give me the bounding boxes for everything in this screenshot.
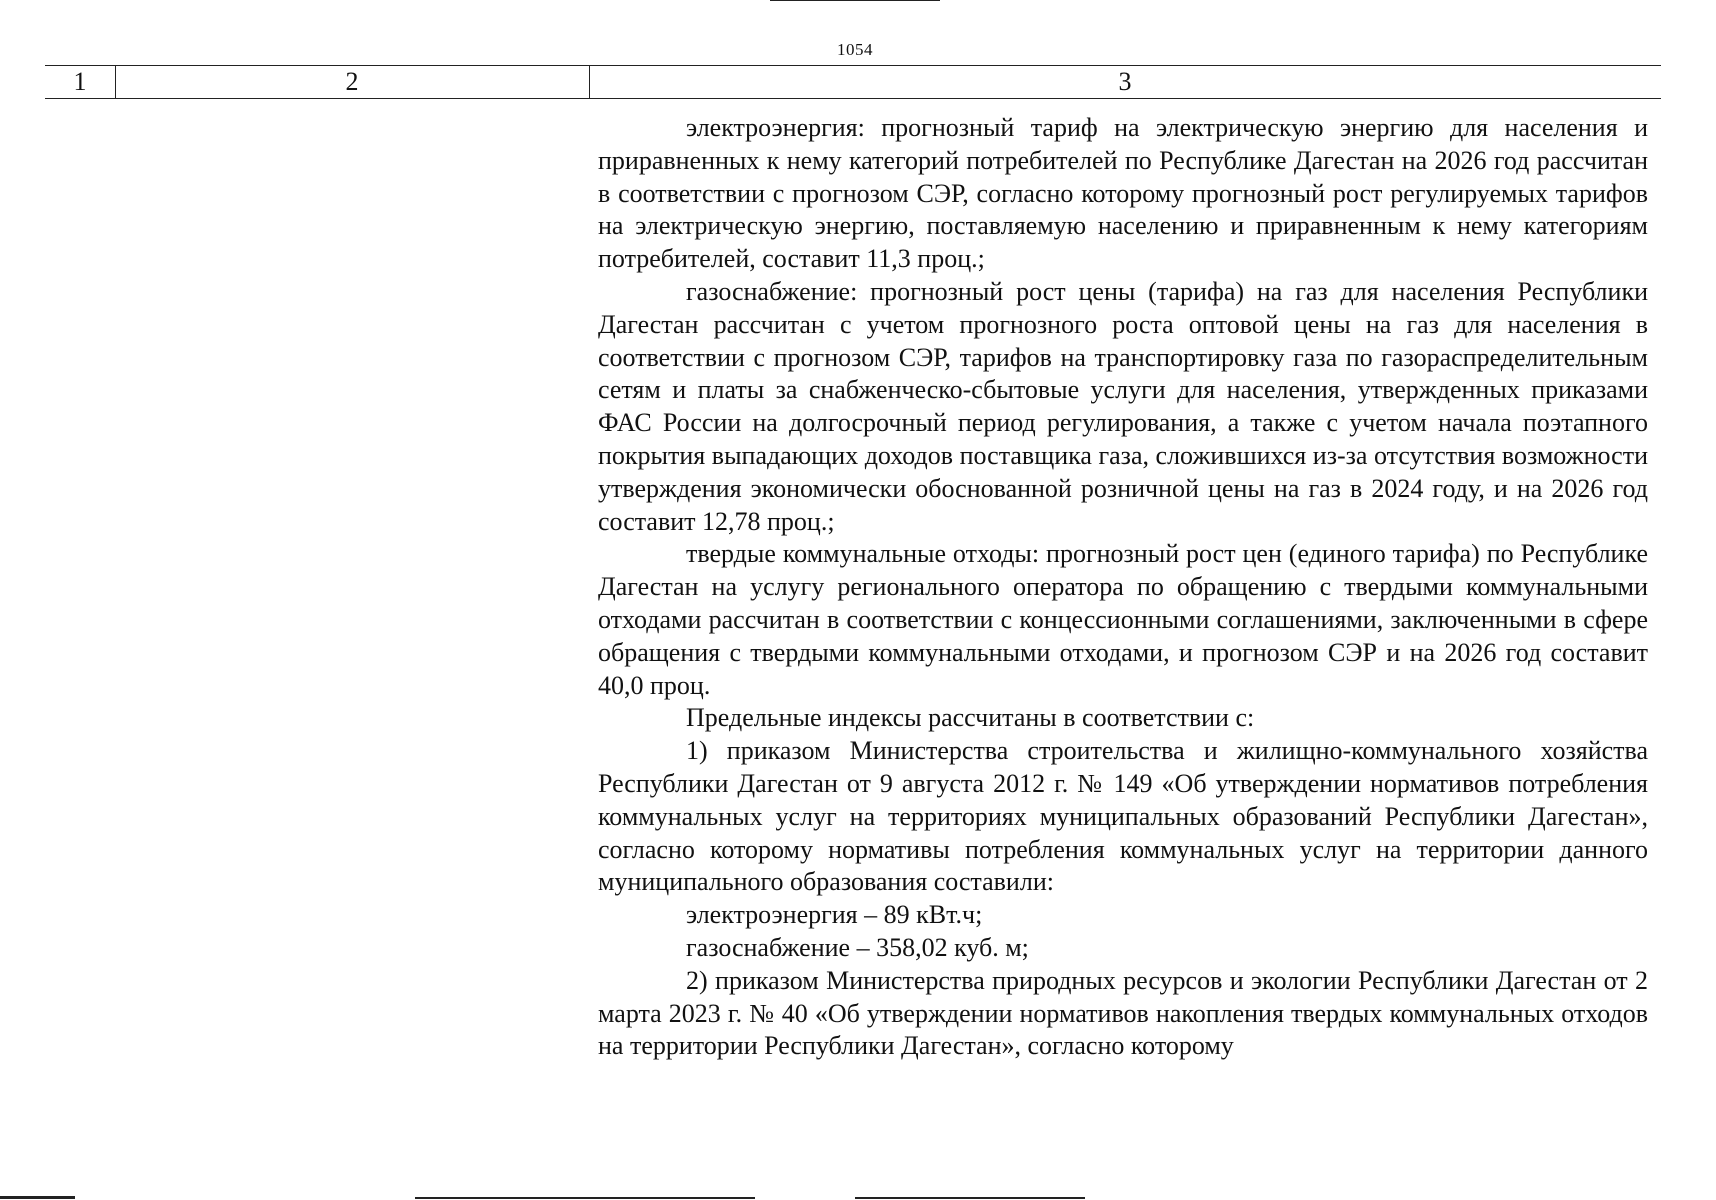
scan-top-edge: [770, 0, 940, 1]
paragraph-electricity-norm: электроэнергия – 89 кВт.ч;: [686, 900, 983, 930]
paragraph-gas-supply: газоснабжение: прогнозный рост цены (тарифа) на газ для населения Республики Дагестан рассчитан с учетом прогнозного роста оптовой цены на газ для населения в соответствии с прогнозом СЭР, тарифов на транспортировку газа по газораспределительным сетям и платы за снабженческо-сбытовые услуги для населения, утвержденных приказами ФАС России на долгосрочный период регулирования, а также с учетом начала поэтапного покрытия выпадающих доходов поставщика газа, сложившихся из-за отсутствия возможности утверждения экономически обоснованной розничной цены на газ в 2024 году, и на 2026 год составит 12,78 проц.;: [598, 276, 1648, 536]
paragraph-indices-intro: Предельные индексы рассчитаны в соответствии с:: [686, 703, 1255, 733]
column-3-text: [598, 112, 1648, 1063]
page-number: 1054: [837, 40, 873, 59]
paragraph-solid-waste: твердые коммунальные отходы: прогнозный рост цен (единого тарифа) по Республике Дагестан на услугу регионального оператора по обращению с твердыми коммунальными отходами рассчитан в соответствии с концессионными соглашениями, заключенными в сфере обращения с твердыми коммунальными отходами, и прогнозом СЭР и на 2026 год составит 40,0 проц.: [598, 539, 1648, 700]
column-number-3: 3: [1118, 67, 1132, 96]
paragraph-order-149: 1) приказом Министерства строительства и жилищно-коммунального хозяйства Республики Дагестан от 9 августа 2012 г. № 149 «Об утверждении нормативов потребления коммунальных услуг на территориях муниципальных образований Республики Дагестан», согласно которому нормативы потребления коммунальных услуг на территории данного муниципального образования составили:: [598, 736, 1648, 897]
column-number-1: 1: [45, 66, 116, 98]
paragraph-order-40: 2) приказом Министерства природных ресурсов и экологии Республики Дагестан от 2 марта 2023 г. № 40 «Об утверждении нормативов накопления твердых коммунальных отходов на территории Республики Дагестан», согласно которому: [598, 965, 1648, 1061]
scan-bottom-edge-right: [855, 1197, 1085, 1199]
scan-bottom-edge-center: [415, 1197, 755, 1199]
column-number-2: 2: [115, 66, 590, 98]
table-column-header: [45, 65, 1661, 99]
scan-bottom-edge-left: [0, 1196, 75, 1199]
paragraph-gas-norm: газоснабжение – 358,02 куб. м;: [686, 932, 1029, 962]
paragraph-electricity: электроэнергия: прогнозный тариф на электрическую энергию для населения и приравненных к нему категорий потребителей по Республике Дагестан на 2026 год рассчитан в соответствии с прогнозом СЭР, согласно которому прогнозный рост регулируемых тарифов на электрическую энергию, поставляемую населению и приравненным к нему категориям потребителей, составит 11,3 проц.;: [598, 113, 1648, 274]
